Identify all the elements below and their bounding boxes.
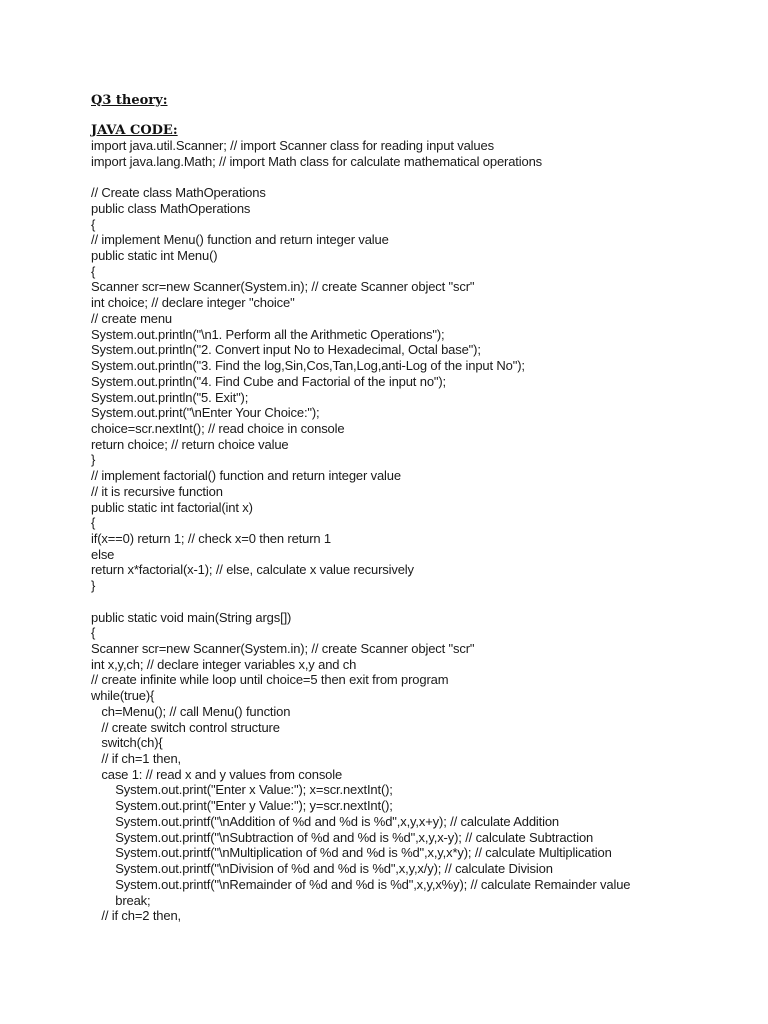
code-line: if(x==0) return 1; // check x=0 then return 1 — [91, 530, 332, 546]
code-line: // if ch=2 then, — [91, 908, 182, 924]
code-line: // create menu — [91, 310, 172, 326]
code-line: int x,y,ch; // declare integer variables x,y and ch — [91, 656, 357, 672]
section-heading: JAVA CODE: — [91, 123, 178, 138]
code-line: { — [91, 216, 96, 232]
code-line: System.out.printf("\nAddition of %d and %d is %d",x,y,x+y); // calculate Addition — [91, 813, 559, 829]
code-line: choice=scr.nextInt(); // read choice in console — [91, 420, 345, 436]
code-line: // if ch=1 then, — [91, 751, 182, 767]
code-line: return choice; // return choice value — [91, 436, 289, 452]
code-line: while(true){ — [91, 688, 155, 704]
code-line: import java.lang.Math; // import Math class for calculate mathematical operations — [91, 153, 542, 169]
code-line: public class MathOperations — [91, 200, 251, 216]
code-line: break; — [91, 892, 151, 908]
code-line: public static void main(String args[]) — [91, 609, 292, 625]
code-line: // Create class MathOperations — [91, 185, 266, 201]
code-line: { — [91, 625, 96, 641]
code-line: System.out.println("\n1. Perform all the Arithmetic Operations"); — [91, 326, 445, 342]
code-line: // implement Menu() function and return integer value — [91, 232, 389, 248]
code-line — [91, 594, 630, 610]
code-line: // create switch control structure — [91, 719, 280, 735]
code-line: ch=Menu(); // call Menu() function — [91, 703, 291, 719]
code-line: { — [91, 515, 96, 531]
code-line: int choice; // declare integer "choice" — [91, 295, 295, 311]
code-line: System.out.println("5. Exit"); — [91, 389, 249, 405]
code-line: System.out.print("\nEnter Your Choice:"); — [91, 405, 320, 421]
code-line: System.out.print("Enter y Value:"); y=scr.nextInt(); — [91, 798, 393, 814]
code-line: System.out.printf("\nDivision of %d and %d is %d",x,y,x/y); // calculate Division — [91, 861, 553, 877]
code-block — [91, 138, 630, 924]
code-line: Scanner scr=new Scanner(System.in); // create Scanner object "scr" — [91, 641, 475, 656]
document-title: Q3 theory: — [91, 93, 168, 108]
code-line: System.out.printf("\nSubtraction of %d and %d is %d",x,y,x-y); // calculate Subtraction — [91, 829, 594, 845]
code-line: public static int factorial(int x) — [91, 499, 253, 515]
code-line: } — [91, 452, 96, 468]
code-line: System.out.println("2. Convert input No to Hexadecimal, Octal base"); — [91, 342, 481, 358]
code-line: else — [91, 546, 115, 562]
code-line: System.out.println("3. Find the log,Sin,Cos,Tan,Log,anti-Log of the input No"); — [91, 358, 525, 374]
code-line: { — [91, 263, 96, 279]
code-line: import java.util.Scanner; // import Scanner class for reading input values — [91, 138, 494, 153]
code-line: System.out.println("4. Find Cube and Factorial of the input no"); — [91, 373, 446, 389]
code-line: return x*factorial(x-1); // else, calculate x value recursively — [91, 562, 414, 578]
code-line — [91, 169, 630, 185]
code-line: case 1: // read x and y values from console — [91, 766, 343, 782]
code-line: // create infinite while loop until choice=5 then exit from program — [91, 672, 449, 688]
code-line: public static int Menu() — [91, 248, 218, 264]
code-line: Scanner scr=new Scanner(System.in); // create Scanner object "scr" — [91, 279, 475, 295]
code-line: // it is recursive function — [91, 483, 223, 499]
code-line: System.out.printf("\nRemainder of %d and %d is %d",x,y,x%y); // calculate Remainder value — [91, 876, 631, 892]
code-line: // implement factorial() function and return integer value — [91, 468, 401, 484]
code-line: switch(ch){ — [91, 735, 163, 751]
code-line: } — [91, 578, 96, 594]
code-line: System.out.printf("\nMultiplication of %d and %d is %d",x,y,x*y); // calculate Multiplication — [91, 845, 612, 861]
code-line: System.out.print("Enter x Value:"); x=scr.nextInt(); — [91, 782, 393, 798]
